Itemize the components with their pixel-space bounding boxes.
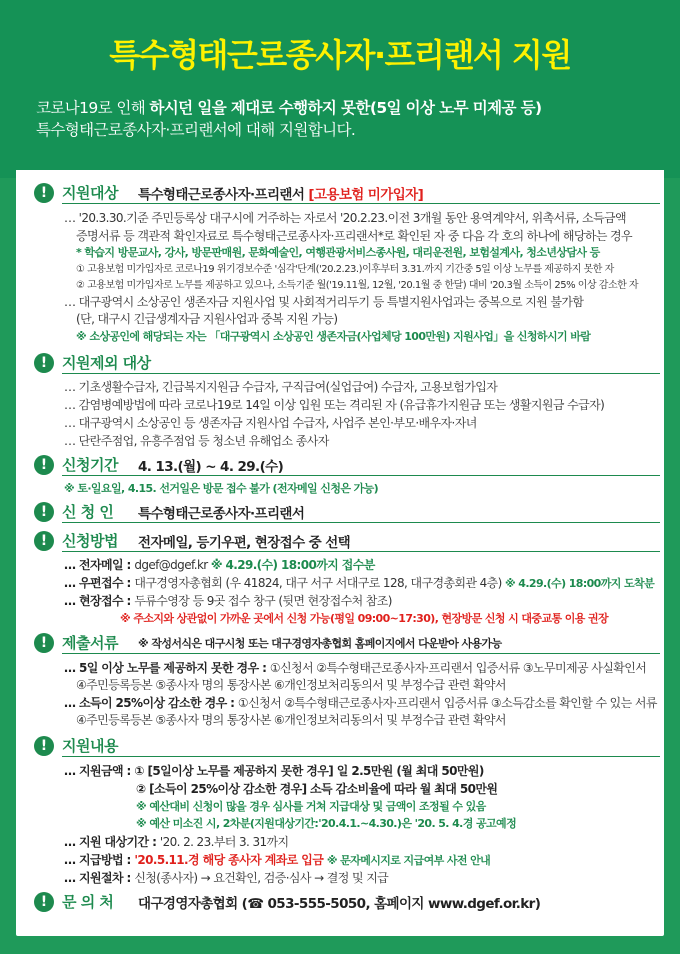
section-rule [62,756,660,757]
text-line [64,870,654,886]
text-line: … 대구광역시 소상공인 생존자금 지원사업 및 사회적거리두기 등 특별지원사업과는 중복으로 지원 불가함 [64,295,584,309]
label: … 5일 이상 노무를 제공하지 못한 경우 : [64,661,270,675]
mail-address: 대구경영자총협회 (우 41824, 대구 서구 서대구로 128, 대구경총회관 4층) [134,576,505,590]
procedure: 신청(종사자) → 요건확인, 검증·심사 → 결정 및 지급 [134,871,389,885]
section-contact [34,891,664,915]
doc-list: ①신청서 ②특수형태근로종사자·프리랜서 입증서류 ③소득감소를 확인할 수 있는 서류 [237,696,657,710]
exclamation-icon: ! [34,455,54,475]
text-line [64,852,654,869]
text-line [64,575,654,592]
text-line: 증명서류 등 객관적 확인자료로 특수형태근로종사자·프리랜서*로 확인된 자 중 다음 각 호의 하나에 해당하는 경우 [76,229,633,243]
text-line: ② [소득이 25%이상 감소한 경우] 소득 감소비율에 따라 월 최대 50만원 [136,782,498,796]
exclamation-icon: ! [34,531,54,551]
section-value: 특수형태근로종사자·프리랜서 [138,506,305,522]
section-exclusions [34,352,664,376]
doc-list: ①신청서 ②특수형태근로종사자·프리랜서 입증서류 ③노무미제공 사실확인서 [269,661,647,675]
text-line: … 감염병예방법에 따라 코로나19로 14일 이상 입원 또는 격리된 자 (유급휴가지원금 또는 생활지원금 수급자) [64,398,605,412]
email-address: dgef@dgef.kr [134,558,211,572]
section-heading: 지원내용 [62,737,118,755]
text-line [64,695,657,711]
text-line: … 기초생활수급자, 긴급복지지원금 수급자, 구직급여(실업급여) 수급자, 고용보험가입자 [64,380,498,394]
note: ※ 4.29.(수) 18:00까지 도착분 [504,577,655,590]
section-application-method [34,530,664,554]
label: … 지원금액 : [64,764,135,778]
section-heading: 문 의 처 [62,893,114,911]
note: ※ 문자메시지로 지급여부 사전 안내 [326,854,491,867]
amount-1: ① [5일이상 노무를 제공하지 못한 경우] 일 2.5만원 (월 최대 50만원) [134,764,484,778]
section-support-details [34,735,664,759]
note-line: ※ 예산 미소진 시, 2차분(지원대상기간:'20.4.1.~4.30.)은 '20. 5. 4.경 공고예정 [136,817,517,830]
section-documents [34,632,664,656]
section-heading: 지원제외 대상 [62,354,151,372]
payment-date: '20.5.11.경 해당 종사자 계좌로 입금 [134,853,327,867]
section-applicant [34,501,664,525]
text-line [64,557,654,573]
note-line: ※ 토·일요일, 4.15. 선거일은 방문 접수 불가 (전자메일 신청은 가능) [64,482,379,495]
text-line: … 단란주점업, 유흥주점업 등 청소년 유해업소 종사자 [64,434,329,448]
section-rule [62,551,660,552]
label: … 지원 대상기간 : [64,835,160,849]
text-line [64,660,654,676]
exclamation-icon: ! [34,736,54,756]
label: … 현장접수 : [64,594,135,608]
text-line: … 대구광역시 소상공인 등 생존자금 지원사업 수급자, 사업주 본인·부모·배우자·자녀 [64,416,477,430]
section-rule [62,203,660,204]
contact-info: 대구경영자총협회 (☎ 053-555-5050, 홈페이지 www.dgef.or.kr) [138,896,541,912]
bottom-band [0,936,680,954]
section-rule [62,373,660,374]
section-heading: 제출서류 [62,634,118,652]
note-line: * 학습지 방문교사, 강사, 방문판매원, 문화예술인, 여행관광서비스종사원, 대리운전원, 보험설계사, 청소년상담사 등 [76,246,600,259]
section-application-period [34,454,664,478]
section-heading: 신청방법 [62,532,118,550]
note-line: ※ 소상공인에 해당되는 자는 「대구광역시 소상공인 생존자금(사업체당 100만원) 지원사업」을 신청하시기 바람 [76,330,591,343]
text-line [64,763,654,779]
intro-line-2: 특수형태근로종사자·프리랜서에 대해 지원합니다. [36,121,356,139]
section-heading: 신청기간 [62,456,118,474]
section-value: ※ 작성서식은 대구시청 또는 대구경영자총협회 홈페이지에서 다운받아 사용가능 [138,637,502,650]
section-eligibility [34,182,664,206]
label: … 소득이 25%이상 감소한 경우 : [64,696,238,710]
intro-line-1a: 코로나19로 인해 [36,99,150,117]
page-title: 특수형태근로종사자·프리랜서 지원 [109,36,571,74]
onsite-info: 두류수영장 등 9곳 접수 창구 (뒷면 현장접수처 참조) [134,594,392,608]
section-heading: 신 청 인 [62,503,114,521]
header-banner [0,0,680,178]
text-line [64,593,654,609]
note-line: ※ 예산대비 신청이 많을 경우 심사를 거쳐 지급대상 및 금액이 조정될 수 있음 [136,800,486,813]
text-line: ① 고용보험 미가입자로 코로나19 위기경보수준 '심각'단계('20.2.23.)이후부터 3.31.까지 기간중 5일 이상 노무를 제공하지 못한 자 [76,264,614,275]
text-line: ④주민등록등본 ⑤종사자 명의 통장사본 ⑥개인정보처리동의서 및 부정수급 관련 확약서 [76,678,506,692]
exclamation-icon: ! [34,633,54,653]
text-line [64,834,654,850]
intro-line-1b: 하시던 일을 제대로 수행하지 못한(5일 이상 노무 미제공 등) [149,99,542,117]
text-line: ④주민등록등본 ⑤종사자 명의 통장사본 ⑥개인정보처리동의서 및 부정수급 관련 확약서 [76,713,506,727]
note: ※ 4.29.(수) 18:00까지 접수분 [210,558,375,572]
section-rule [62,522,660,523]
eligibility-condition: [고용보험 미가입자] [308,187,424,203]
exclamation-icon: ! [34,183,54,203]
label: … 지급방법 : [64,853,135,867]
label: … 우편접수 : [64,576,135,590]
section-heading: 지원대상 [62,184,118,202]
section-value [138,183,423,203]
eligibility-target: 특수형태근로종사자·프리랜서 [138,187,305,203]
exclamation-icon: ! [34,502,54,522]
section-rule [62,475,660,476]
label: … 지원절차 : [64,871,135,885]
section-value: 4. 13.(월) ~ 4. 29.(수) [138,459,284,475]
label: … 전자메일 : [64,558,135,572]
note-line: ※ 주소지와 상관없이 가까운 곳에서 신청 가능(평일 09:00~17:30), 현장방문 신청 시 대중교통 이용 권장 [120,612,609,625]
section-value: 전자메일, 등기우편, 현장접수 중 선택 [138,535,351,551]
section-rule [62,653,660,654]
intro-text [36,97,656,141]
text-line: ② 고용보험 미가입자로 노무를 제공하고 있으나, 소득기준 월('19.11월, 12월, '20.1월 중 한달) 대비 '20.3월 소득이 25% 이상 감소한 자 [76,280,639,291]
text-line: … '20.3.30.기준 주민등록상 대구시에 거주하는 자로서 '20.2.23.이전 3개월 동안 용역계약서, 위촉서류, 소득금액 [64,211,626,225]
exclamation-icon: ! [34,892,54,912]
text-line: (단, 대구시 긴급생계자금 지원사업과 중복 지원 가능) [76,312,338,326]
exclamation-icon: ! [34,353,54,373]
period: '20. 2. 23.부터 3. 31까지 [159,835,289,849]
